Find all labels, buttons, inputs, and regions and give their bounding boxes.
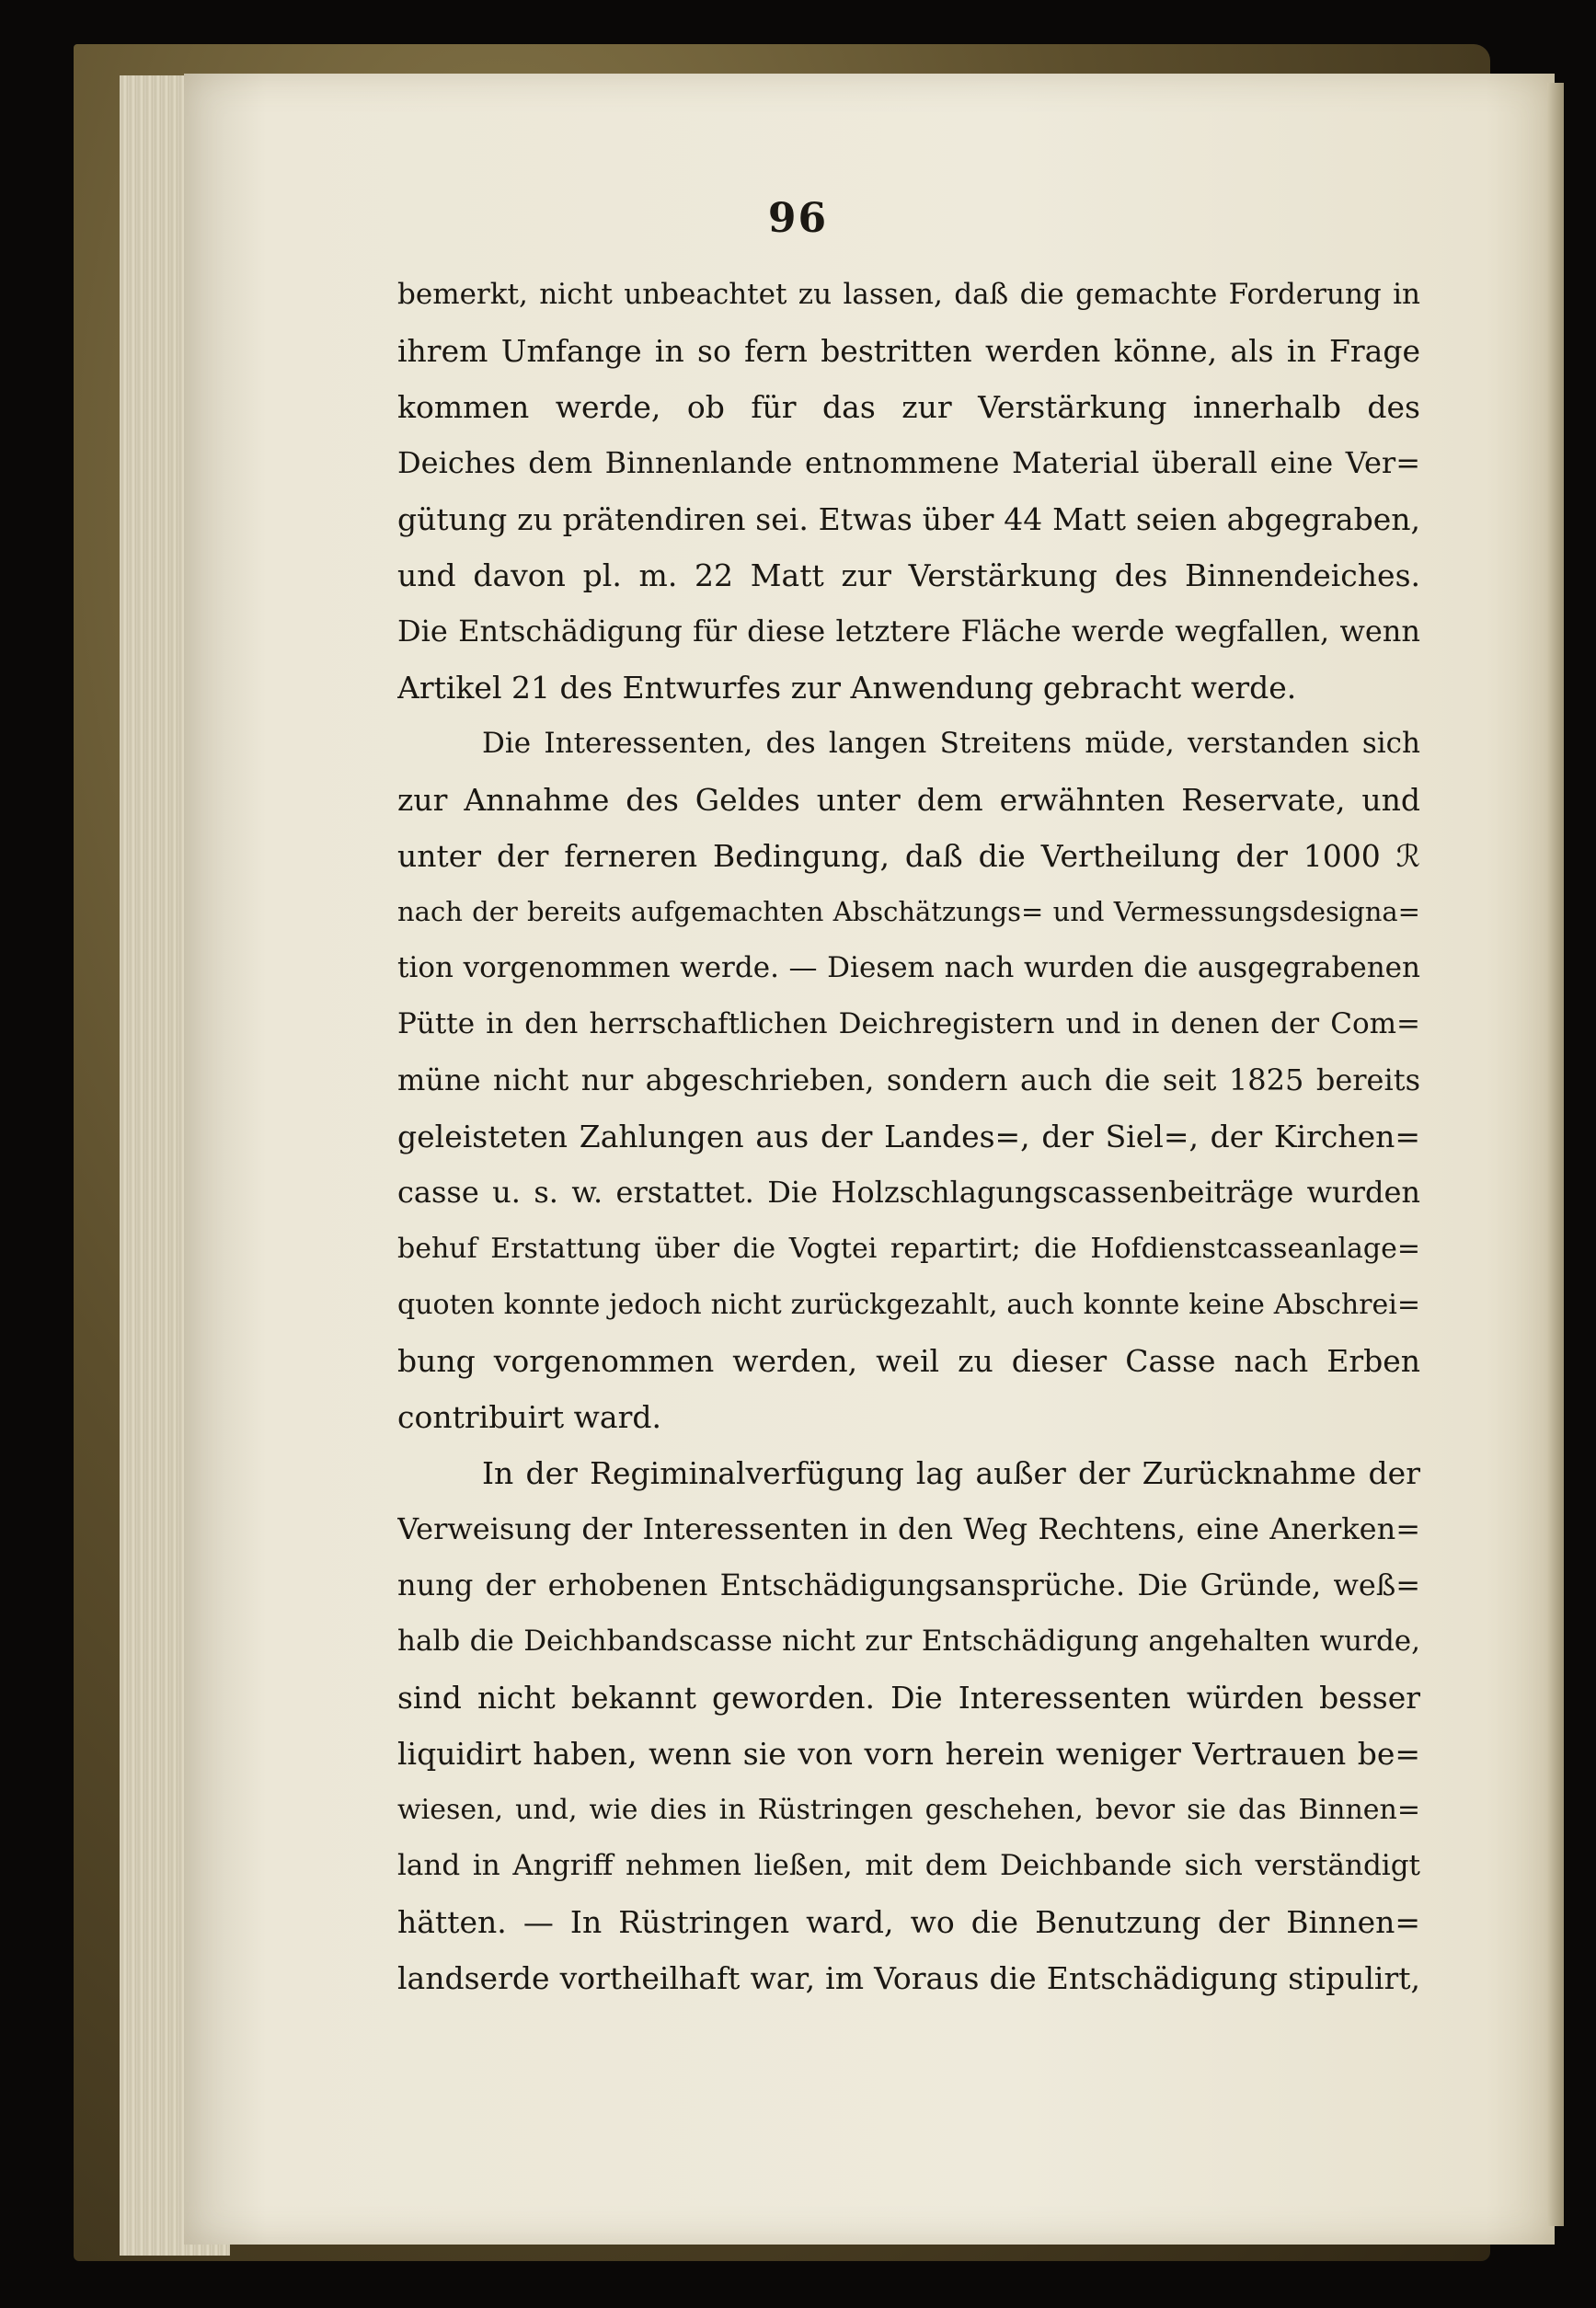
text-line: geleisteten Zahlungen aus der Landes=, der Siel=, der Kirchen= (397, 1119, 1420, 1154)
text-line: unter der ferneren Bedingung, daß die Vertheilung der 1000 ℛ (397, 838, 1420, 874)
text-line: Die Entschädigung für diese letztere Fläche werde wegfallen, wenn (397, 614, 1420, 649)
text-line: müne nicht nur abgeschrieben, sondern auch die seit 1825 bereits (397, 1062, 1420, 1097)
text-line: nung der erhobenen Entschädigungsansprüche. Die Gründe, weß= (397, 1567, 1420, 1602)
text-line: liquidirt haben, wenn sie von vorn herein weniger Vertrauen be= (397, 1736, 1420, 1772)
page-gutter (1547, 83, 1564, 2226)
paragraph-start-line: In der Regiminalverfügung lag außer der Zurücknahme der (482, 1455, 1420, 1491)
page-number: 96 (767, 195, 829, 242)
paragraph-start-line: Die Interessenten, des langen Streitens müde, verstanden sich (482, 727, 1420, 760)
text-line: Artikel 21 des Entwurfes zur Anwendung gebracht werde. (397, 670, 1297, 706)
text-line: casse u. s. w. erstattet. Die Holzschlagungscassenbeiträge wurden (397, 1175, 1420, 1210)
text-line: gütung zu prätendiren sei. Etwas über 44 Matt seien abgegraben, (397, 501, 1420, 537)
text-line: kommen werde, ob für das zur Verstärkung innerhalb des (397, 389, 1420, 425)
body-text (397, 267, 1420, 2006)
text-line: sind nicht bekannt geworden. Die Interessenten würden besser (397, 1680, 1420, 1716)
text-line: tion vorgenommen werde. — Diesem nach wurden die ausgegrabenen (397, 951, 1420, 984)
text-line: halb die Deichbandscasse nicht zur Entschädigung angehalten wurde, (397, 1625, 1420, 1658)
text-line: Verweisung der Interessenten in den Weg Rechtens, eine Anerken= (397, 1511, 1420, 1546)
text-line: bemerkt, nicht unbeachtet zu lassen, daß die gemachte Forderung in (397, 278, 1420, 311)
text-line: nach der bereits aufgemachten Abschätzungs= und Vermessungsdesigna= (397, 896, 1420, 927)
text-line: hätten. — In Rüstringen ward, wo die Benutzung der Binnen= (397, 1904, 1420, 1940)
text-line: und davon pl. m. 22 Matt zur Verstärkung des Binnendeiches. (397, 557, 1420, 593)
text-line: bung vorgenommen werden, weil zu dieser Casse nach Erben (397, 1343, 1420, 1379)
text-line: contribuirt ward. (397, 1399, 661, 1435)
text-line: landserde vortheilhaft war, im Voraus die Entschädigung stipulirt, (397, 1960, 1420, 1996)
text-line: zur Annahme des Geldes unter dem erwähnten Reservate, und (397, 782, 1420, 818)
text-line: ihrem Umfange in so fern bestritten werden könne, als in Frage (397, 333, 1420, 369)
text-line: Pütte in den herrschaftlichen Deichregistern und in denen der Com= (397, 1007, 1420, 1040)
text-line: quoten konnte jedoch nicht zurückgezahlt, auch konnte keine Abschrei= (397, 1289, 1420, 1321)
text-line: Deiches dem Binnenlande entnommene Material überall eine Ver= (397, 445, 1420, 480)
text-line: land in Angriff nehmen ließen, mit dem Deichbande sich verständigt (397, 1849, 1420, 1882)
text-line: behuf Erstattung über die Vogtei repartirt; die Hofdienstcasseanlage= (397, 1233, 1420, 1265)
text-line: wiesen, und, wie dies in Rüstringen geschehen, bevor sie das Binnen= (397, 1794, 1420, 1826)
